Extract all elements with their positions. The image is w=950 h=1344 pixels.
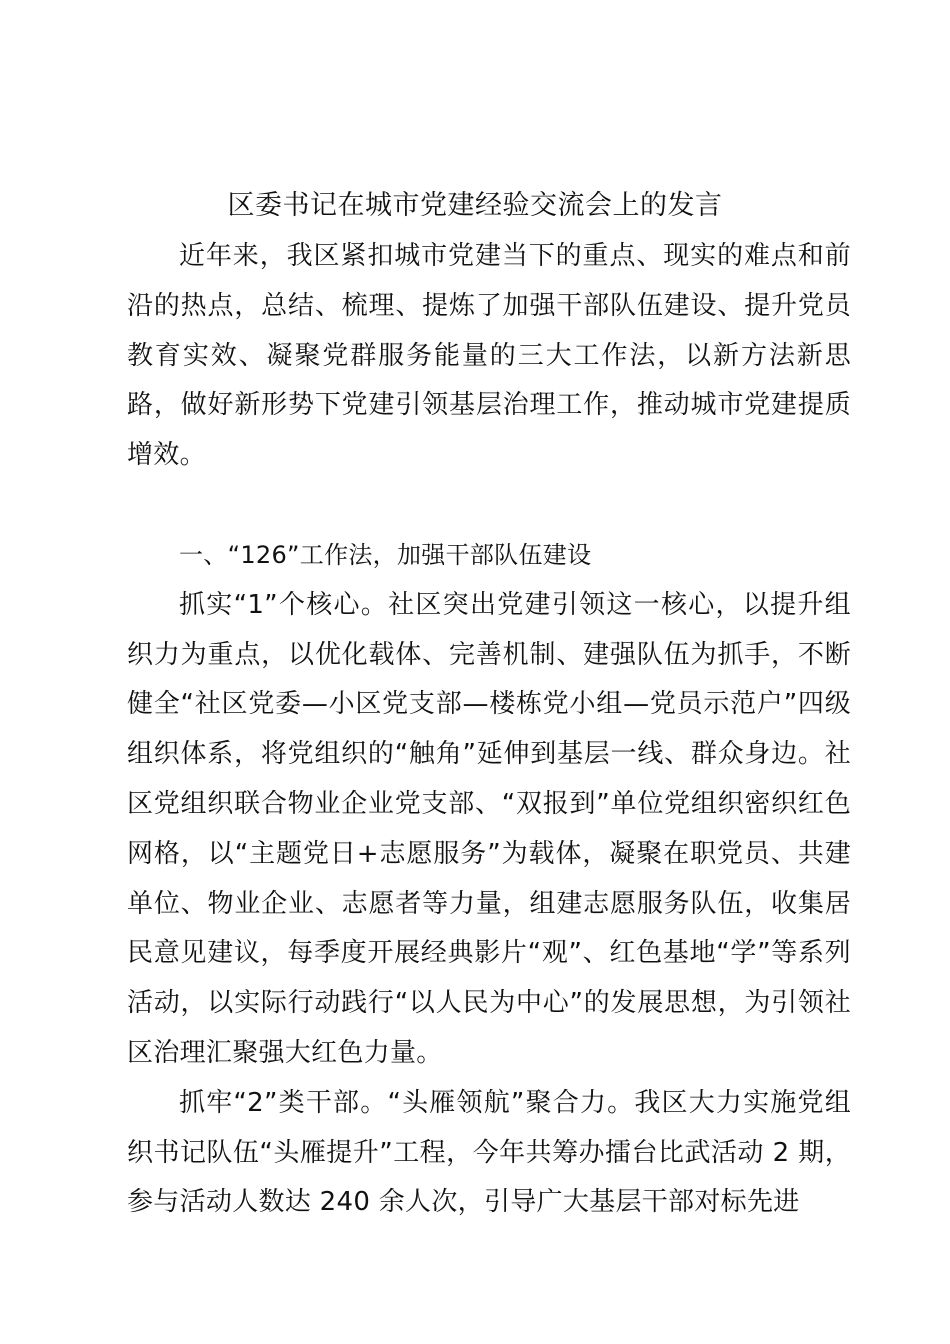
section-paragraph-cadres: 抓牢“2”类干部。“头雁领航”聚合力。我区大力实施党组织书记队伍“头雁提升”工程，今年共筹办擂台比武活动 2 期，参与活动人数达 240 余人次，引导广大基层干部对标先进 xyxy=(127,1087,851,1218)
intro-paragraph: 近年来，我区紧扣城市党建当下的重点、现实的难点和前沿的热点，总结、梳理、提炼了加强干部队伍建设、提升党员教育实效、凝聚党群服务能量的三大工作法，以新方法新思路，做好新形势下党建引领基层治理工作，推动城市党建提质增效。 xyxy=(127,241,851,471)
document-title: 区委书记在城市党建经验交流会上的发言 xyxy=(227,190,723,221)
section-paragraph-core: 抓实“1”个核心。社区突出党建引领这一核心，以提升组织力为重点，以优化载体、完善机制、建强队伍为抓手，不断健全“社区党委—小区党支部—楼栋党小组—党员示范户”四级组织体系，将党组织的“触角”延伸到基层一线、群众身边。社区党组织联合物业企业党支部、“双报到”单位党组织密织红色网格，以“主题党日+志愿服务”为载体，凝聚在职党员、共建单位、物业企业、志愿者等力量，组建志愿服务队伍，收集居民意见建议，每季度开展经典影片“观”、红色基地“学”等系列活动，以实际行动践行“以人民为中心”的发展思想，为引领社区治理汇聚强大红色力量。 xyxy=(127,589,851,1068)
section-heading: 一、“126”工作法，加强干部队伍建设 xyxy=(179,540,592,569)
document-body xyxy=(127,232,851,1228)
